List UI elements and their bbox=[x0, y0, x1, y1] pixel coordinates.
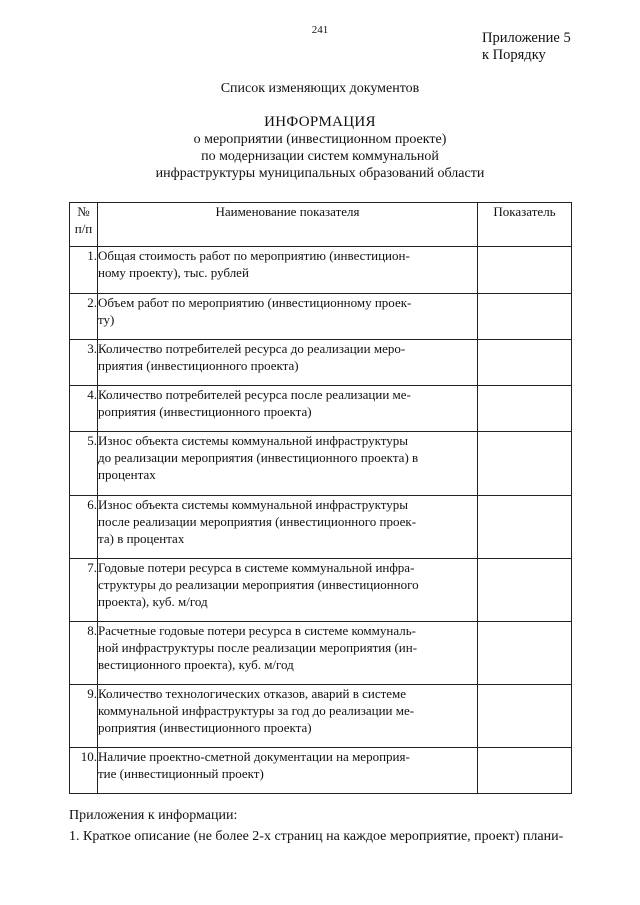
table-row bbox=[70, 432, 572, 496]
table-row bbox=[70, 748, 572, 794]
appendix-line-2: к Порядку bbox=[482, 47, 546, 63]
row-indicator-value[interactable] bbox=[478, 432, 572, 496]
row-number: 4. bbox=[70, 386, 98, 432]
title-main: ИНФОРМАЦИЯ bbox=[264, 114, 376, 130]
appendices-title: Приложения к информации: bbox=[69, 808, 238, 823]
appendix-item-1: 1. Краткое описание (не более 2-х страниц на каждое мероприятие, проект) плани- bbox=[69, 829, 564, 844]
table-row bbox=[70, 386, 572, 432]
title-line-4: инфраструктуры муниципальных образований области bbox=[155, 166, 485, 181]
row-indicator-name: Количество технологических отказов, аварий в системе коммунальной инфраструктуры за год до реализации ме- роприятия (инвестиционного проекта) bbox=[98, 685, 478, 748]
row-indicator-name: Количество потребителей ресурса до реализации меро- приятия (инвестиционного проекта) bbox=[98, 340, 478, 386]
header-number-sign: № bbox=[77, 204, 90, 219]
table-row bbox=[70, 294, 572, 340]
row-indicator-name: Наличие проектно-сметной документации на мероприя- тие (инвестиционный проект) bbox=[98, 748, 478, 794]
table-row bbox=[70, 622, 572, 685]
header-number-abbr: п/п bbox=[74, 221, 93, 236]
table-row bbox=[70, 340, 572, 386]
row-indicator-name: Расчетные годовые потери ресурса в системе коммуналь- ной инфраструктуры после реализации мероприятия (ин- вестиционного проекта), куб. м/год bbox=[98, 622, 478, 685]
row-indicator-value[interactable] bbox=[478, 622, 572, 685]
row-indicator-value[interactable] bbox=[478, 386, 572, 432]
row-number: 2. bbox=[70, 294, 98, 340]
document-title bbox=[0, 114, 640, 182]
indicators-table bbox=[69, 202, 572, 794]
list-of-changes: Список изменяющих документов bbox=[220, 81, 420, 96]
row-indicator-value[interactable] bbox=[478, 247, 572, 294]
appendix-line-1: Приложение 5 bbox=[482, 30, 571, 46]
table-row bbox=[70, 496, 572, 559]
title-line-3: по модернизации систем коммунальной bbox=[201, 149, 439, 164]
row-indicator-value[interactable] bbox=[478, 340, 572, 386]
header-number bbox=[70, 203, 98, 247]
table-row bbox=[70, 247, 572, 294]
row-indicator-name: Общая стоимость работ по мероприятию (инвестицион- ному проекту), тыс. рублей bbox=[98, 247, 478, 294]
table-row bbox=[70, 559, 572, 622]
row-number: 7. bbox=[70, 559, 98, 622]
row-indicator-name: Износ объекта системы коммунальной инфраструктуры после реализации мероприятия (инвестиционного проек- та) в процентах bbox=[98, 496, 478, 559]
appendix-reference bbox=[482, 30, 571, 64]
row-indicator-value[interactable] bbox=[478, 559, 572, 622]
table-header-row bbox=[70, 203, 572, 247]
row-number: 6. bbox=[70, 496, 98, 559]
row-number: 3. bbox=[70, 340, 98, 386]
row-indicator-name: Износ объекта системы коммунальной инфраструктуры до реализации мероприятия (инвестиционного проекта) в процентах bbox=[98, 432, 478, 496]
row-indicator-value[interactable] bbox=[478, 496, 572, 559]
row-indicator-name: Годовые потери ресурса в системе коммунальной инфра- структуры до реализации мероприятия (инвестиционного проекта), куб. м/год bbox=[98, 559, 478, 622]
row-number: 1. bbox=[70, 247, 98, 294]
row-number: 9. bbox=[70, 685, 98, 748]
row-number: 8. bbox=[70, 622, 98, 685]
header-indicator-value: Показатель bbox=[478, 203, 572, 247]
page-number: 241 bbox=[311, 24, 329, 36]
title-line-2: о мероприятии (инвестиционном проекте) bbox=[193, 132, 447, 147]
row-indicator-name: Объем работ по мероприятию (инвестиционному проек- ту) bbox=[98, 294, 478, 340]
row-indicator-value[interactable] bbox=[478, 748, 572, 794]
row-number: 5. bbox=[70, 432, 98, 496]
row-number: 10. bbox=[70, 748, 98, 794]
table-row bbox=[70, 685, 572, 748]
header-indicator-name: Наименование показателя bbox=[98, 203, 478, 247]
row-indicator-value[interactable] bbox=[478, 685, 572, 748]
row-indicator-name: Количество потребителей ресурса после реализации ме- роприятия (инвестиционного проекта) bbox=[98, 386, 478, 432]
row-indicator-value[interactable] bbox=[478, 294, 572, 340]
